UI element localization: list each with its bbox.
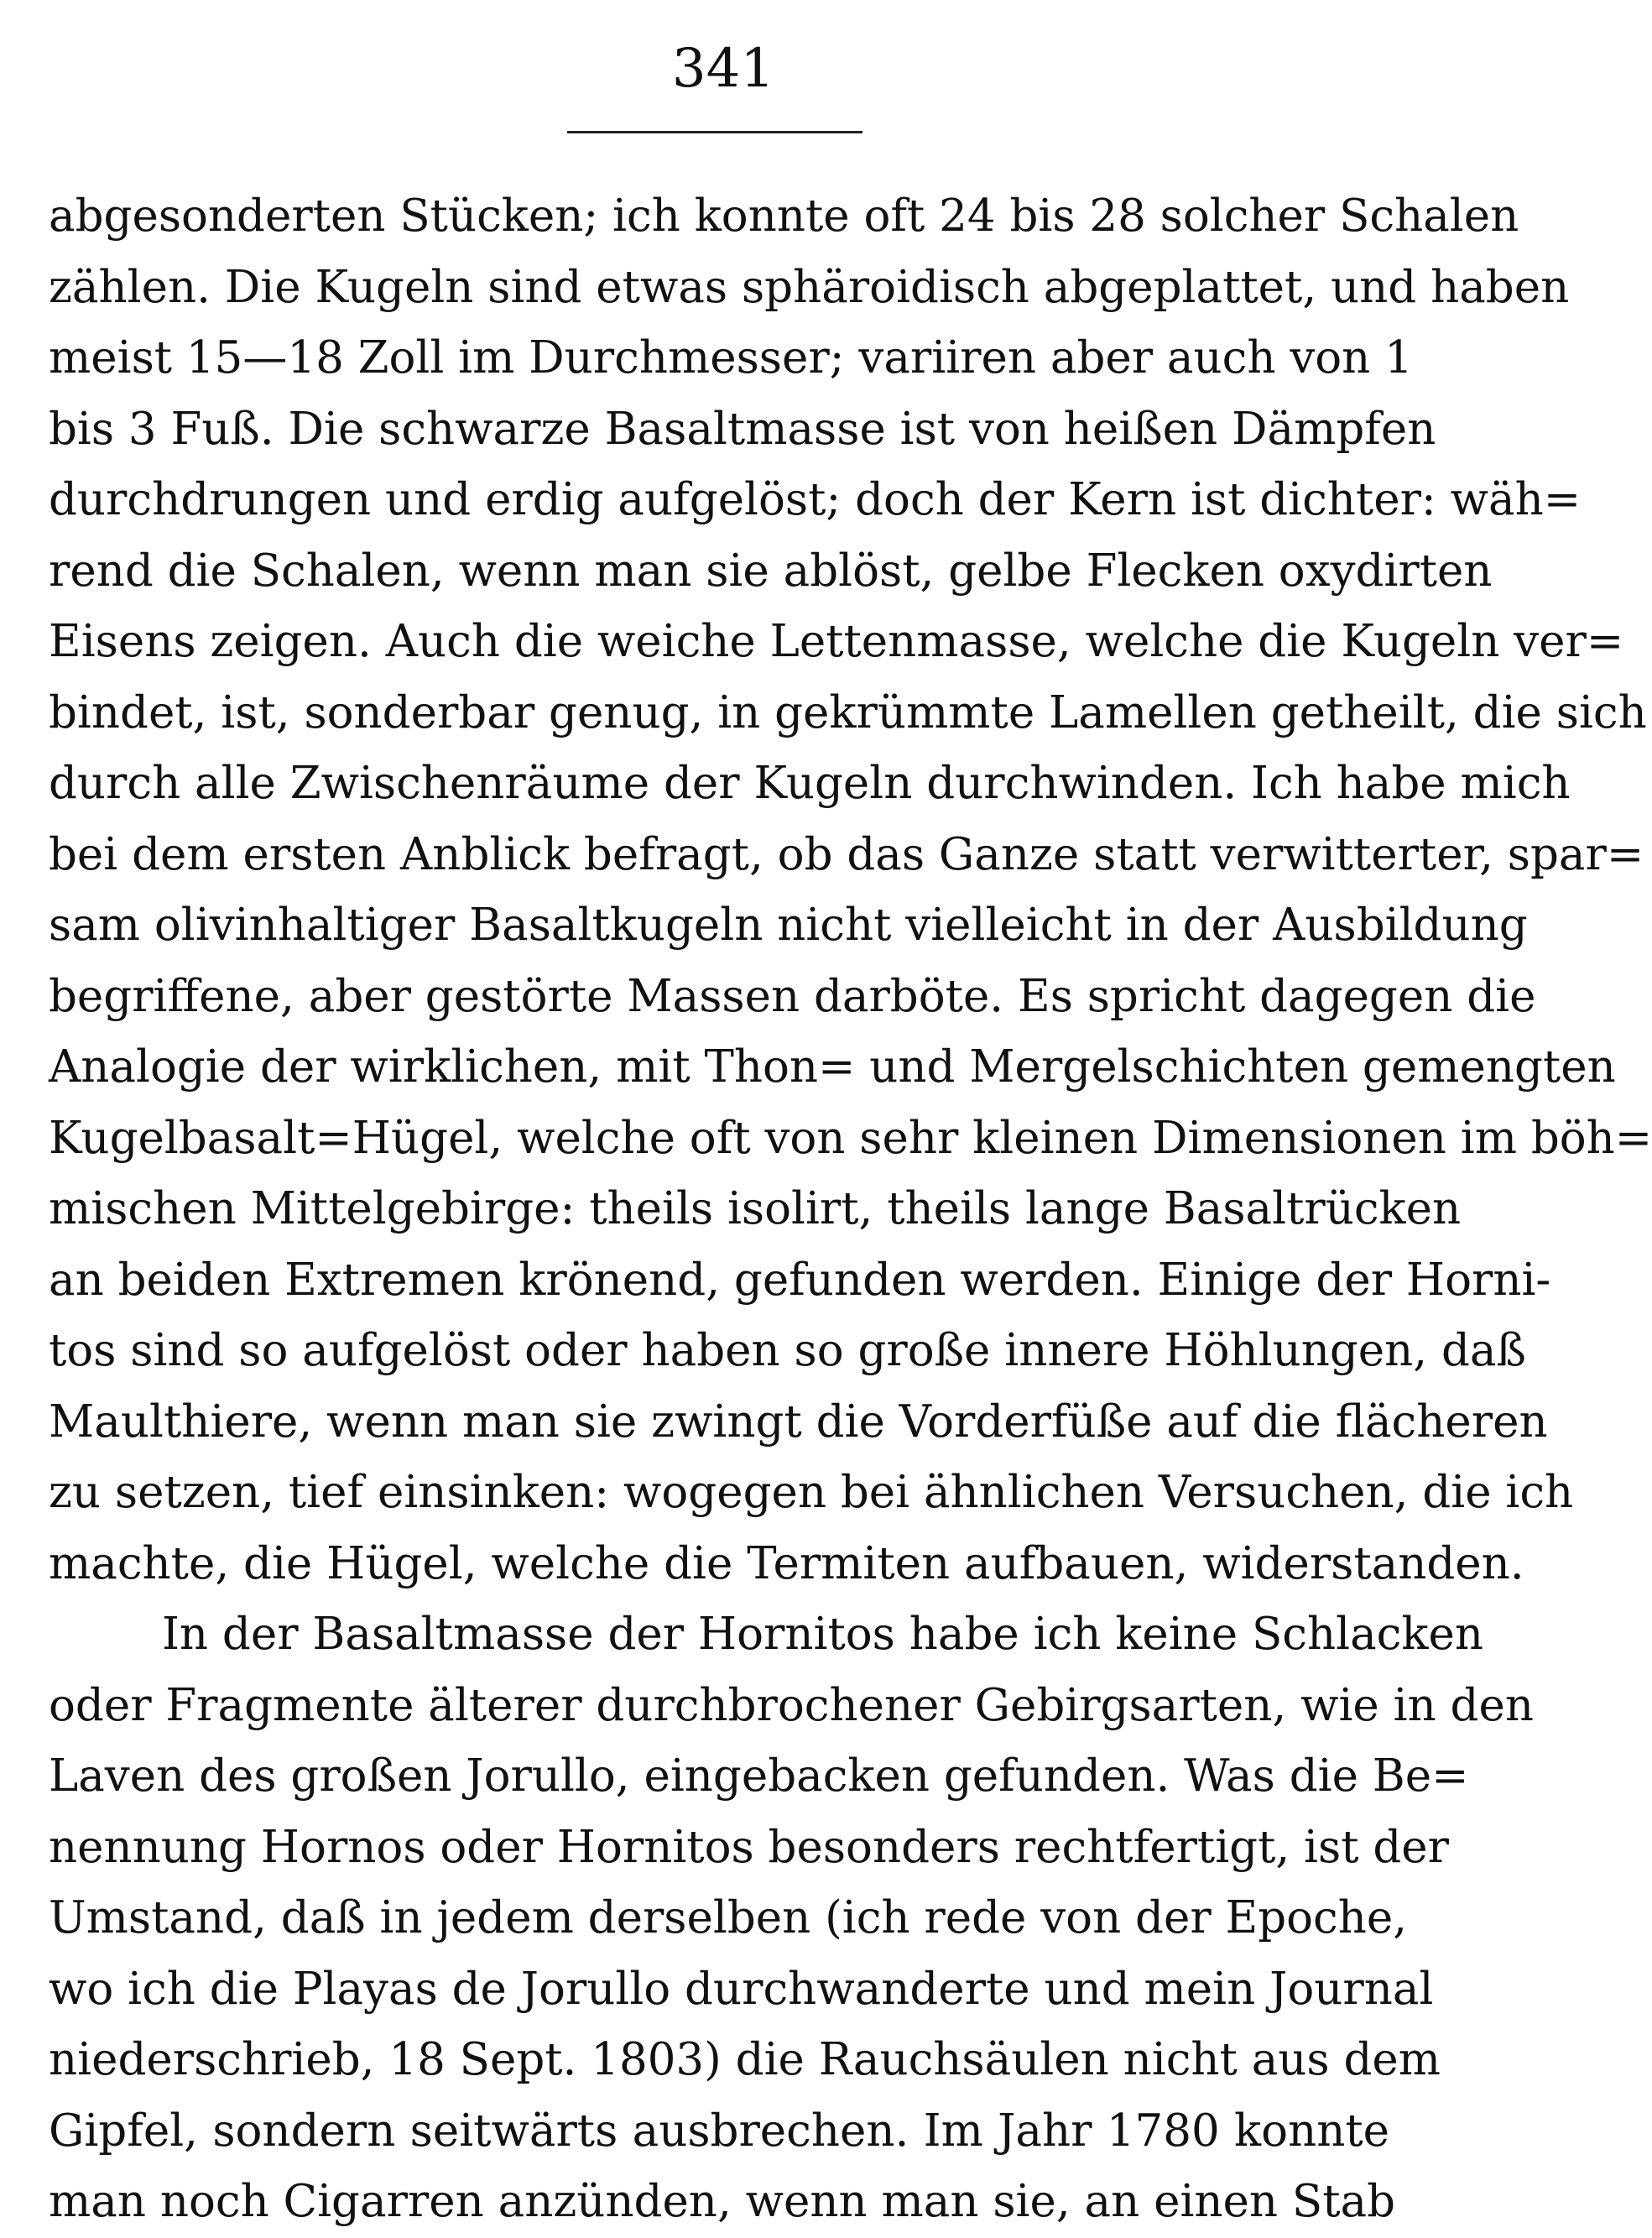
header-rule <box>567 131 862 133</box>
paragraph-end-line: machte, die Hügel, welche die Termiten aufbauen, widerstanden. <box>49 1537 1524 1589</box>
text-line: sam olivinhaltiger Basaltkugeln nicht vielleicht in der Ausbildung <box>49 900 1528 951</box>
text-line: durchdrungen und erdig aufgelöst; doch der Kern ist dichter: wäh= <box>49 474 1582 525</box>
text-line: wo ich die Playas de Jorullo durchwanderte und mein Journal <box>49 1963 1434 2015</box>
text-line: niederschrieb, 18 Sept. 1803) die Rauchsäulen nicht aus dem <box>49 2034 1441 2085</box>
text-line: an beiden Extremen krönend, gefunden werden. Einige der Horni- <box>49 1254 1551 1306</box>
text-line: zählen. Die Kugeln sind etwas sphäroidisch abgeplattet, und haben <box>49 261 1570 313</box>
text-line: bis 3 Fuß. Die schwarze Basaltmasse ist von heißen Dämpfen <box>49 403 1436 455</box>
text-line: bei dem ersten Anblick befragt, ob das Ganze statt verwitterter, spar= <box>49 828 1644 880</box>
text-line: zu setzen, tief einsinken: wogegen bei ähnlichen Versuchen, die ich <box>49 1467 1574 1518</box>
text-line: oder Fragmente älterer durchbrochener Gebirgsarten, wie in den <box>49 1679 1534 1731</box>
text-line: Maulthiere, wenn man sie zwingt die Vorderfüße auf die flächeren <box>49 1395 1548 1448</box>
text-line: rend die Schalen, wenn man sie ablöst, gelbe Flecken oxydirten <box>49 545 1493 597</box>
body-text <box>49 181 1652 2238</box>
text-line: man noch Cigarren anzünden, wenn man sie, an einen Stab <box>49 2176 1396 2227</box>
text-line: Eisens zeigen. Auch die weiche Lettenmasse, welche die Kugeln ver= <box>49 616 1624 667</box>
text-line: nennung Hornos oder Hornitos besonders rechtfertigt, ist der <box>49 1821 1449 1873</box>
text-line: Analogie der wirklichen, mit Thon= und Mergelschichten gemengten <box>49 1041 1616 1093</box>
text-line: Kugelbasalt=Hügel, welche oft von sehr kleinen Dimensionen im böh= <box>49 1112 1652 1164</box>
text-line: abgesonderten Stücken; ich konnte oft 24 bis 28 solcher Schalen <box>49 190 1519 242</box>
page-number: 341 <box>671 38 775 100</box>
text-line: bindet, ist, sonderbar genug, in gekrümmte Lamellen getheilt, die sich <box>49 686 1647 738</box>
text-line: Laven des großen Jorullo, eingebacken gefunden. Was die Be= <box>49 1750 1469 1802</box>
text-line: Gipfel, sondern seitwärts ausbrechen. Im Jahr 1780 konnte <box>49 2105 1389 2157</box>
text-line: durch alle Zwischenräume der Kugeln durchwinden. Ich habe mich <box>49 758 1571 809</box>
text-line: mischen Mittelgebirge: theils isolirt, theils lange Basaltrücken <box>49 1183 1462 1234</box>
text-line: meist 15—18 Zoll im Durchmesser; variiren aber auch von 1 <box>49 332 1413 383</box>
paragraph-start-line: In der Basaltmasse der Hornitos habe ich keine Schlacken <box>162 1609 1483 1660</box>
text-line: tos sind so aufgelöst oder haben so große innere Höhlungen, daß <box>49 1325 1526 1376</box>
text-line: begriffene, aber gestörte Massen darböte. Es spricht dagegen die <box>49 970 1536 1022</box>
text-line: Umstand, daß in jedem derselben (ich rede von der Epoche, <box>49 1892 1408 1943</box>
